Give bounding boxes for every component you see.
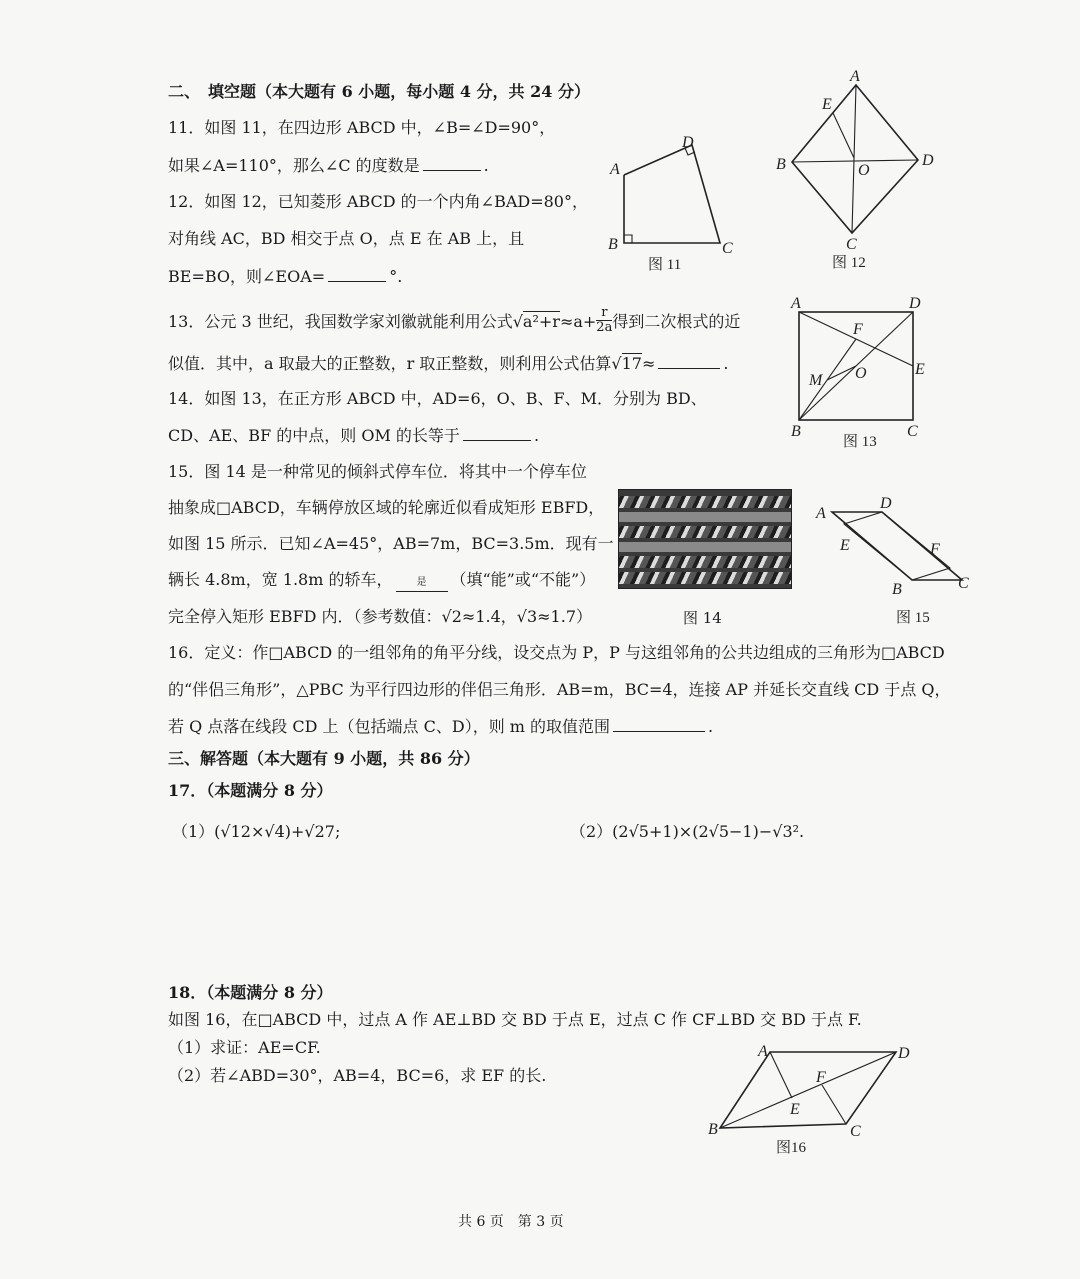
fig16-segment-cf <box>822 1085 846 1124</box>
fig15-label-e: E <box>840 537 850 554</box>
q15-line2: 抽象成□ABCD，车辆停放区域的轮廓近似看成矩形 EBFD， <box>168 498 605 517</box>
fig15-label-b: B <box>892 581 902 598</box>
fig14-parking-row <box>618 556 792 568</box>
q13-line2-end: . <box>723 354 729 373</box>
fig15-caption: 图 15 <box>896 610 930 626</box>
q13-approx: ≈a+ <box>559 312 597 331</box>
fig13-label-o: O <box>855 365 867 382</box>
fig12-label-c: C <box>846 236 857 253</box>
q11-line2-text: 如果∠A=110°，那么∠C 的度数是 <box>168 156 420 175</box>
fig14-parking-row <box>618 496 792 508</box>
q16-line3-end: . <box>708 717 714 736</box>
fig12-caption: 图 12 <box>832 255 866 271</box>
q12-answer-blank[interactable] <box>328 266 386 282</box>
q13-line2 <box>168 353 728 374</box>
q14-line2 <box>168 425 539 446</box>
fig12-label-a: A <box>850 68 860 85</box>
fig16-label-d: D <box>898 1045 910 1062</box>
q13-approx2: ≈ <box>641 354 656 373</box>
fig13-label-b: B <box>791 423 801 440</box>
q16-line1: 16．定义：作□ABCD 的一组邻角的角平分线，设交点为 P，P 与这组邻角的公共边组成的三角形为□ABCD <box>168 643 945 662</box>
q13-sqrt-formula: √a²+r <box>512 312 560 331</box>
q13-line2-text: 似值．其中，a 取最大的正整数，r 取正整数，则利用公式估算 <box>168 354 612 373</box>
q11-line1: 11．如图 11，在四边形 ABCD 中，∠B=∠D=90°， <box>168 118 556 137</box>
q16-line3 <box>168 716 713 737</box>
q13-answer-blank[interactable] <box>658 353 720 369</box>
q17-title: 17．（本题满分 8 分） <box>168 781 333 800</box>
q12-line3 <box>168 266 402 287</box>
fig13-label-a: A <box>791 295 801 312</box>
fig12-label-e: E <box>822 96 832 113</box>
fig14-parking-photo <box>618 489 792 589</box>
fig11-label-b: B <box>608 236 618 253</box>
q18-part2: （2）若∠ABD=30°，AB=4，BC=6，求 EF 的长. <box>168 1066 547 1085</box>
q13-line1-text: 13．公元 3 世纪，我国数学家刘徽就能利用公式 <box>168 312 513 331</box>
fig11-label-c: C <box>722 240 733 257</box>
q14-line2-text: CD、AE、BF 的中点，则 OM 的长等于 <box>168 426 460 445</box>
fig16-label-b: B <box>708 1121 718 1138</box>
q13-line1-end: 得到二次根式的近 <box>612 312 741 331</box>
q16-answer-blank[interactable] <box>613 716 705 732</box>
figure-16 <box>700 1040 930 1165</box>
fig14-road <box>618 512 792 522</box>
q12-line1: 12．如图 12，已知菱形 ABCD 的一个内角∠BAD=80°， <box>168 192 588 211</box>
q11-answer-blank[interactable] <box>423 155 481 171</box>
q18-title: 18．（本题满分 8 分） <box>168 983 333 1002</box>
q15-line3: 如图 15 所示．已知∠A=45°，AB=7m，BC=3.5m．现有一 <box>168 534 614 553</box>
q18-part1: （1）求证：AE=CF. <box>168 1038 321 1057</box>
figure-12 <box>770 65 940 275</box>
q16-line3-text: 若 Q 点落在线段 CD 上（包括端点 C、D），则 m 的取值范围 <box>168 717 611 736</box>
q18-line1: 如图 16，在□ABCD 中，过点 A 作 AE⊥BD 交 BD 于点 E，过点 C 作 CF⊥BD 交 BD 于点 F. <box>168 1010 862 1029</box>
fig15-label-d: D <box>880 495 892 512</box>
fig12-label-b: B <box>776 156 786 173</box>
section-2-title: 二、 填空题（本大题有 6 小题，每小题 4 分，共 24 分） <box>168 82 590 101</box>
fig14-parking-row <box>618 526 792 538</box>
figure-15 <box>810 488 980 628</box>
section-3-title: 三、解答题（本大题有 9 小题，共 86 分） <box>168 749 480 768</box>
fig11-label-d: D <box>682 134 694 151</box>
fig16-segment-ae <box>770 1052 792 1098</box>
fig12-diagonal-bd <box>792 160 918 162</box>
fig16-label-a: A <box>758 1043 768 1060</box>
fig14-road <box>618 542 792 552</box>
q14-answer-blank[interactable] <box>463 425 531 441</box>
figure-13 <box>785 290 935 450</box>
fig12-diagonal-ac <box>852 85 856 233</box>
q15-line4 <box>168 570 595 592</box>
q12-line2: 对角线 AC，BD 相交于点 O，点 E 在 AB 上，且 <box>168 229 525 248</box>
fig11-label-a: A <box>610 161 620 178</box>
fig13-label-m: M <box>809 372 823 389</box>
q13-sqrt17: √17 <box>611 354 642 373</box>
q11-line2 <box>168 155 489 176</box>
q17-part1: （1）(√12×√4)+√27; <box>172 822 341 841</box>
q14-line2-end: . <box>533 426 540 445</box>
fig16-label-e: E <box>790 1101 800 1118</box>
fig15-label-a: A <box>816 505 826 522</box>
fig13-label-c: C <box>907 423 918 440</box>
q14-line1: 14．如图 13，在正方形 ABCD 中，AD=6，O、B、F、M．分别为 BD、 <box>168 389 707 408</box>
fig15-label-c: C <box>958 575 969 592</box>
fig11-quadrilateral <box>624 145 720 243</box>
fig11-caption: 图 11 <box>648 257 682 273</box>
fig13-caption: 图 13 <box>843 434 877 450</box>
q15-handwritten-answer: 是 <box>416 577 427 588</box>
q17-part2: （2）(2√5+1)×(2√5−1)−√3². <box>570 822 805 841</box>
figure-11 <box>600 125 750 275</box>
q15-answer-blank[interactable] <box>396 576 448 592</box>
q15-line4-text: 辆长 4.8m，宽 1.8m 的轿车， <box>168 570 393 589</box>
fig13-label-d: D <box>909 295 921 312</box>
fig15-label-f: F <box>930 541 940 558</box>
fig13-segment-om <box>827 366 856 380</box>
q16-line2: 的“伴侣三角形”，△PBC 为平行四边形的伴侣三角形．AB=m，BC=4，连接 AP 并延长交直线 CD 于点 Q， <box>168 680 951 699</box>
q11-line2-end: . <box>483 156 489 175</box>
q15-line5: 完全停入矩形 EBFD 内．（参考数值：√2≈1.4，√3≈1.7） <box>168 607 592 626</box>
fig16-label-f: F <box>816 1069 826 1086</box>
page-footer: 共 6 页 第 3 页 <box>458 1214 564 1230</box>
q15-line1: 15．图 14 是一种常见的倾斜式停车位．将其中一个停车位 <box>168 462 587 481</box>
fig12-segment-eo <box>833 113 854 158</box>
q12-line3-end: °. <box>389 267 403 286</box>
fig12-label-d: D <box>922 152 934 169</box>
fig14-caption: 图 14 <box>683 609 722 627</box>
fig12-label-o: O <box>858 162 870 179</box>
q12-line3-text: BE=BO，则∠EOA= <box>168 267 326 286</box>
fig14-parking-row <box>618 572 792 584</box>
q13-line1 <box>168 305 741 337</box>
fig11-right-angle-b <box>624 235 632 243</box>
fig16-caption: 图16 <box>776 1140 807 1156</box>
q13-fraction: $\frac{r}{2a}$ <box>596 305 613 335</box>
fig13-label-e: E <box>915 361 925 378</box>
q15-line4-end: （填“能”或“不能”） <box>450 570 596 589</box>
fig16-label-c: C <box>850 1123 861 1140</box>
fig13-label-f: F <box>853 321 863 338</box>
